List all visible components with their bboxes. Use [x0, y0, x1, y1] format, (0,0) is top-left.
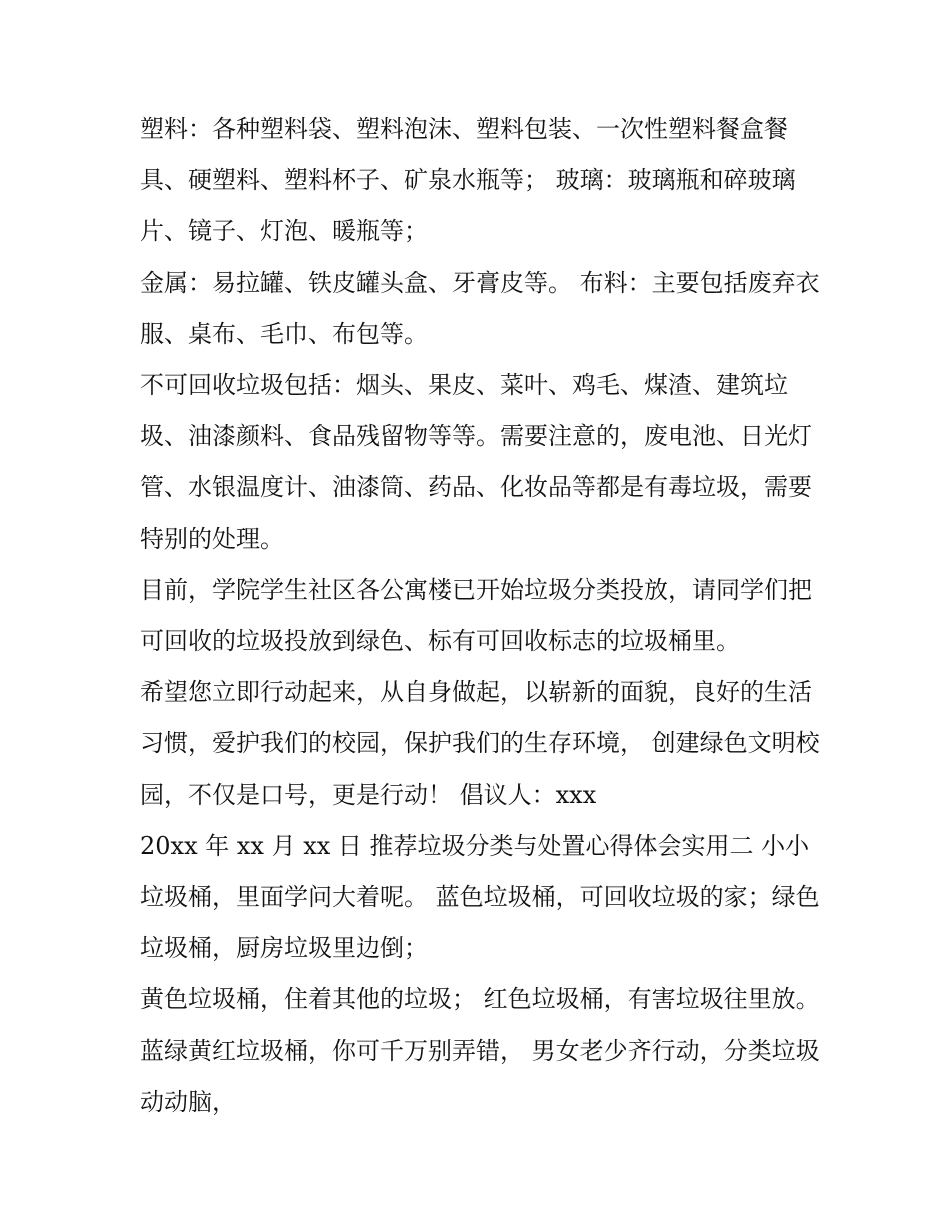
paragraph-plastic-glass: 塑料：各种塑料袋、塑料泡沫、塑料包装、一次性塑料餐盒餐具、硬塑料、塑料杯子、矿泉水瓶等； 玻璃：玻璃瓶和碎玻璃片、镜子、灯泡、暖瓶等； [140, 115, 796, 246]
paragraph-current-status: 目前，学院学生社区各公寓楼已开始垃圾分类投放，请同学们把可回收的垃圾投放到绿色、标有可回收标志的垃圾桶里。 [140, 575, 812, 656]
paragraph-date-and-bins: 20xx 年 xx 月 xx 日 推荐垃圾分类与处置心得体会实用二 小小垃圾桶，里面学问大着呢。 蓝色垃圾桶，可回收垃圾的家；绿色垃圾桶，厨房垃圾里边倒； [140, 831, 820, 963]
paragraph-bin-colors: 黄色垃圾桶，住着其他的垃圾； 红色垃圾桶，有害垃圾往里放。 蓝绿黄红垃圾桶，你可千万别弄错， 男女老少齐行动，分类垃圾动动脑， [140, 985, 828, 1116]
paragraph-call-to-action: 希望您立即行动起来，从自身做起，以崭新的面貌，良好的生活习惯，爱护我们的校园，保护我们的生存环境， 创建绿色文明校园，不仅是口号，更是行动！ 倡议人：xxx [140, 678, 820, 809]
paragraph-metal-fabric: 金属：易拉罐、铁皮罐头盒、牙膏皮等。 布料：主要包括废弃衣服、桌布、毛巾、布包等。 [140, 268, 820, 348]
paragraph-non-recyclable: 不可回收垃圾包括：烟头、果皮、菜叶、鸡毛、煤渣、建筑垃圾、油漆颜料、食品残留物等等。需要注意的，废电池、日光灯管、水银温度计、油漆筒、药品、化妆品等都是有毒垃圾，需要特别的处理。 [140, 371, 812, 553]
document-body [140, 104, 830, 1128]
